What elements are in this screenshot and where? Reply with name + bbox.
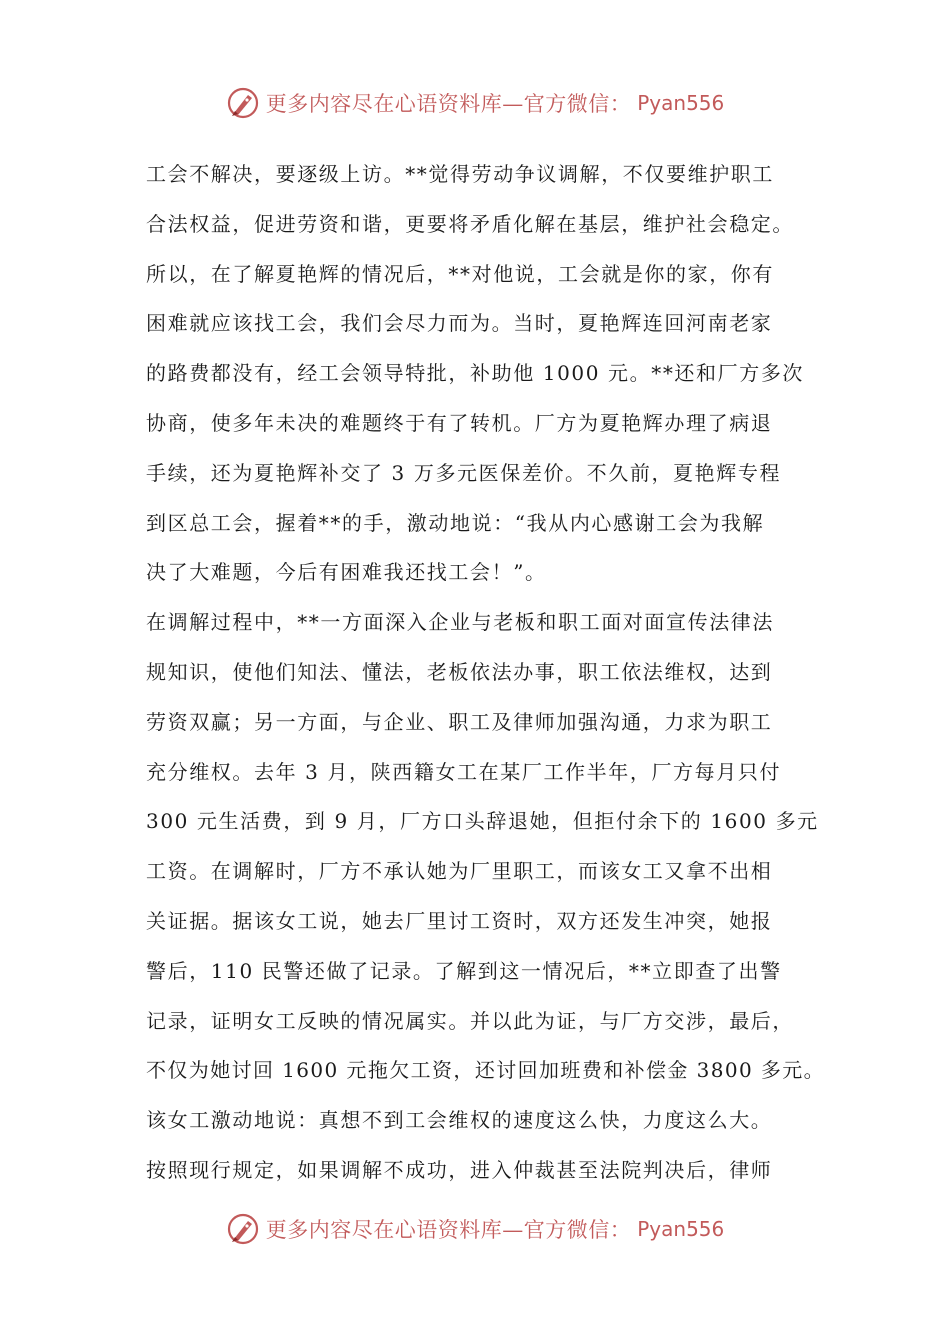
watermark-wechat-id: Pyan556: [637, 91, 725, 115]
text-line: 该女工激动地说：真想不到工会维权的速度这么快，力度这么大。: [146, 1108, 773, 1133]
text-line: 劳资双赢；另一方面，与企业、职工及律师加强沟通，力求为职工: [146, 709, 773, 734]
watermark-text: 更多内容尽在心语资料库—官方微信：: [265, 1218, 632, 1242]
text-line: 300 元生活费，到 9 月，厂方口头辞退她，但拒付余下的 1600 多元: [146, 809, 819, 834]
text-line: 协商，使多年未决的难题终于有了转机。厂方为夏艳辉办理了病退: [146, 410, 773, 435]
watermark-wechat-id: Pyan556: [637, 1217, 725, 1241]
text-line: 不仅为她讨回 1600 元拖欠工资，还讨回加班费和补偿金 3800 多元。: [146, 1058, 826, 1083]
text-line: 手续，还为夏艳辉补交了 3 万多元医保差价。不久前，夏艳辉专程: [146, 460, 782, 485]
pen-nib-logo-icon: [226, 1212, 260, 1246]
watermark-text: 更多内容尽在心语资料库—官方微信：: [265, 92, 632, 116]
text-line: 决了大难题，今后有困难我还找工会！”。: [146, 560, 547, 585]
text-line: 合法权益，促进劳资和谐，更要将矛盾化解在基层，维护社会稳定。: [146, 211, 794, 236]
text-line: 困难就应该找工会，我们会尽力而为。当时，夏艳辉连回河南老家: [146, 311, 773, 336]
text-line: 充分维权。去年 3 月，陕西籍女工在某厂工作半年，厂方每月只付: [146, 759, 782, 784]
footer-watermark: [0, 1209, 950, 1249]
header-watermark: [0, 83, 950, 123]
text-line: 警后，110 民警还做了记录。了解到这一情况后，**立即查了出警: [146, 958, 782, 983]
text-line: 到区总工会，握着**的手，激动地说：“我从内心感谢工会为我解: [146, 510, 765, 535]
text-line: 工会不解决，要逐级上访。**觉得劳动争议调解，不仅要维护职工: [146, 162, 774, 186]
text-line: 关证据。据该女工说，她去厂里讨工资时，双方还发生冲突，她报: [146, 908, 773, 933]
document-body: [146, 150, 826, 1196]
text-line: 按照现行规定，如果调解不成功，进入仲裁甚至法院判决后，律师: [146, 1157, 773, 1182]
text-line: 的路费都没有，经工会领导特批，补助他 1000 元。**还和厂方多次: [146, 361, 805, 386]
text-line: 规知识，使他们知法、懂法，老板依法办事，职工依法维权，达到: [146, 659, 773, 684]
text-line: 在调解过程中，**一方面深入企业与老板和职工面对面宣传法律法: [146, 610, 774, 635]
text-line: 工资。在调解时，厂方不承认她为厂里职工，而该女工又拿不出相: [146, 859, 773, 884]
pen-nib-logo-icon: [226, 86, 260, 120]
text-line: 所以，在了解夏艳辉的情况后，**对他说，工会就是你的家，你有: [146, 261, 774, 286]
text-line: 记录，证明女工反映的情况属实。并以此为证，与厂方交涉，最后，: [146, 1008, 794, 1033]
